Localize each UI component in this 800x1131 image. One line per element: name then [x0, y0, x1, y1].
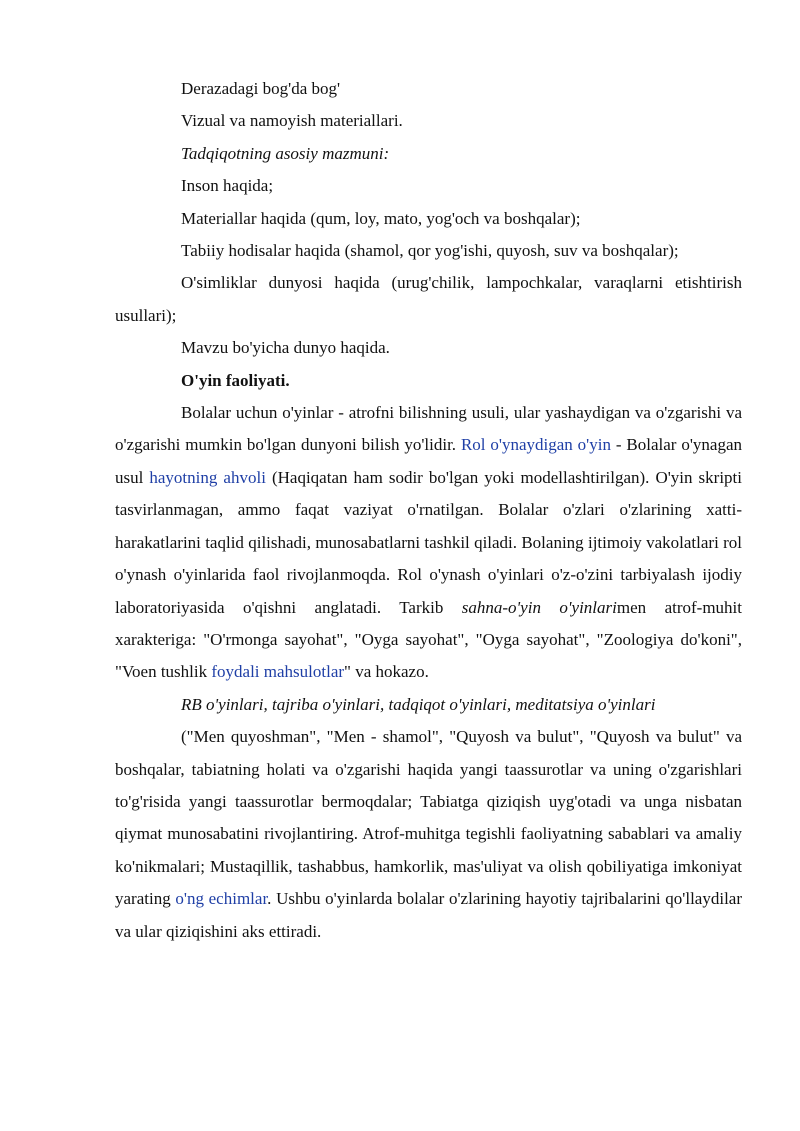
paragraph-visual-materials: Vizual va namoyish materiallari. [181, 111, 403, 131]
text-segment: " va hokazo. [344, 662, 429, 682]
italic-stage-games: sahna-o'yin o'yinlari [461, 597, 617, 617]
paragraph-garden: Derazadagi bog'da bog' [181, 79, 341, 98]
paragraph-game-types-heading: RB o'yinlari, tajriba o'yinlari, tadqiqot o'yinlari, meditatsiya o'yinlari [181, 694, 656, 714]
text-segment: Bolalar uchun o'yinlar - atrofni bilishning usuli, ular yashaydigan va o'zgarishi va o'zgarishi mumkin bo'lgan dunyoni bilish yo'lidir. [115, 403, 742, 455]
right-solutions-link[interactable]: o'ng echimlar [175, 889, 268, 909]
paragraph-games-for-children [115, 397, 742, 689]
paragraph-game-examples [115, 721, 742, 948]
paragraph-about-materials: Materiallar haqida (qum, loy, mato, yog'och va boshqalar); [181, 208, 581, 228]
life-situation-link[interactable]: hayotning ahvoli [149, 467, 266, 487]
text-segment: men atrof-muhit xarakteriga: "O'rmonga sayohat", "Oyga sayohat", "Oyga sayohat", "Zoologiya do'koni", "Voen tushlik [115, 597, 742, 682]
text-segment: (Haqiqatan ham sodir bo'lgan yoki modellashtirilgan). O'yin skripti tasvirlanmagan, ammo faqat vaziyat o'rnatilgan. Bolalar o'zlari o'zlarining xatti-harakatlarini taqlid qilishadi, munosabatlarni tashkil qiladi. Bolaning ijtimoiy vakolatlari rol o'ynash o'yinlarida faol rivojlanmoqda. Rol o'ynash o'yinlari o'z-o'zini tarbiyalash ijodiy laboratoriyasida o'qishni anglatadi. Tarkib [115, 467, 742, 617]
document-page [115, 73, 742, 948]
paragraph-natural-phenomena: Tabiiy hodisalar haqida (shamol, qor yog'ishi, quyosh, suv va boshqalar); [181, 241, 679, 261]
text-segment: ("Men quyoshman", "Men - shamol", "Quyosh va bulut", "Quyosh va bulut" va boshqalar, tabiatning holati va o'zgarishi haqida yangi taassurotlar va uning o'zgarishlari to'g'risida yangi taassurotlar bermoqdalar; Tabiatga qiziqish uyg'otadi va unga nisbatan qiymat munosabatini rivojlantiring. Atrof-muhitga tegishli faoliyatning sabablari va amaliy ko'nikmalari; Mustaqillik, tashabbus, hamkorlik, mas'uliyat va olish qobiliyatiga imkoniyat yarating [115, 727, 742, 909]
paragraph-plant-world: O'simliklar dunyosi haqida (urug'chilik, lampochkalar, varaqlarni etishtirish usullari); [115, 273, 742, 325]
paragraph-game-activity-heading: O'yin faoliyati. [181, 370, 290, 390]
paragraph-about-person: Inson haqida; [181, 176, 274, 196]
role-play-game-link[interactable]: Rol o'ynaydigan o'yin [460, 435, 611, 455]
text-segment: . Ushbu o'yinlarda bolalar o'zlarining hayotiy tajribalarini qo'llaydilar va ular qiziqishini aks ettiradi. [115, 889, 743, 941]
text-segment: - Bolalar o'ynagan usul [115, 435, 742, 487]
useful-products-link[interactable]: foydali mahsulotlar [211, 662, 345, 682]
paragraph-world-by-topic: Mavzu bo'yicha dunyo haqida. [181, 338, 390, 358]
paragraph-research-content-heading: Tadqiqotning asosiy mazmuni: [181, 143, 390, 163]
